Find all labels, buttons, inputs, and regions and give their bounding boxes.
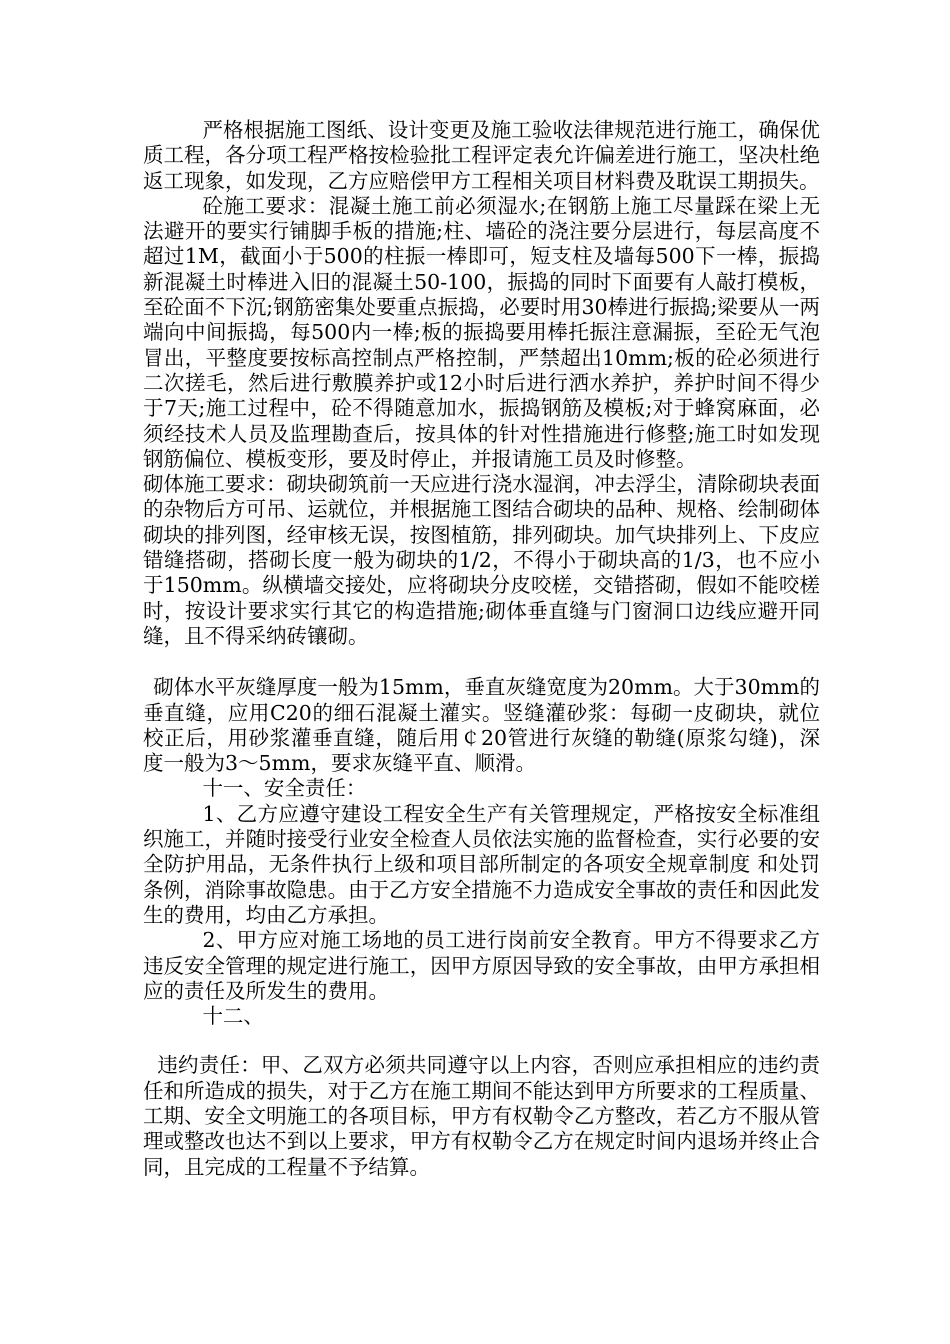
paragraph-masonry-joints: 砌体水平灰缝厚度一般为15mm，垂直灰缝宽度为20mm。大于30mm的垂直缝，应用C20的细石混凝土灌实。竖缝灌砂浆：每砌一皮砌块，就位校正后，用砂浆灌垂直缝，随后用￠20管进行灰缝的勒缝(原浆勾缝)，深度一般为3～5mm，要求灰缝平直、顺滑。 bbox=[143, 675, 820, 776]
heading-safety-responsibility: 十一、安全责任： bbox=[202, 776, 367, 801]
paragraph-safety-party-b: 1、乙方应遵守建设工程安全生产有关管理规定，严格按安全标准组织施工，并随时接受行业安全检查人员依法实施的监督检查，实行必要的安全防护用品，无条件执行上级和项目部所制定的各项安全规章制度 和处罚条例，消除事故隐患。由于乙方安全措施不力造成安全事故的责任和因此发生的费用，均由乙方承担。 bbox=[143, 801, 820, 927]
paragraph-breach-liability: 违约责任：甲、乙双方必须共同遵守以上内容，否则应承担相应的违约责任和所造成的损失，对于乙方在施工期间不能达到甲方所要求的工程质量、工期、安全文明施工的各项目标，甲方有权勒令乙方整改，若乙方不服从管理或整改也达不到以上要求，甲方有权勒令乙方在规定时间内退场并终止合同，且完成的工程量不予结算。 bbox=[143, 1053, 820, 1179]
paragraph-masonry-requirements: 砌体施工要求：砌块砌筑前一天应进行浇水湿润，冲去浮尘，清除砌块表面的杂物后方可吊、运就位，并根据施工图结合砌块的品种、规格、绘制砌体砌块的排列图，经审核无误，按图植筋，排列砌块。加气块排列上、下皮应错缝搭砌，搭砌长度一般为砌块的1/2，不得小于砌块高的1/3，也不应小于150mm。纵横墙交接处，应将砌块分皮咬槎，交错搭砌，假如不能咬槎时，按设计要求实行其它的构造措施;砌体垂直缝与门窗洞口边线应避开同缝，且不得采纳砖镶砌。 bbox=[143, 472, 820, 648]
paragraph-construction-standards: 严格根据施工图纸、设计变更及施工验收法律规范进行施工，确保优质工程，各分项工程严格按检验批工程评定表允许偏差进行施工，坚决杜绝返工现象，如发现，乙方应赔偿甲方工程相关项目材料费及耽误工期损失。 bbox=[143, 118, 820, 193]
document-body bbox=[143, 118, 820, 1180]
paragraph-concrete-requirements: 砼施工要求：混凝土施工前必须湿水;在钢筋上施工尽量踩在梁上无法避开的要实行铺脚手板的措施;柱、墙砼的浇注要分层进行，每层高度不超过1M，截面小于500的柱振一棒即可，短支柱及墙每500下一棒，振捣新混凝土时棒进入旧的混凝土50-100，振捣的同时下面要有人敲打模板，至砼面不下沉;钢筋密集处要重点振捣，必要时用30棒进行振捣;梁要从一两端向中间振捣，每500内一棒;板的振捣要用棒托振注意漏振，至砼无气泡冒出，平整度要按标高控制点严格控制，严禁超出10mm;板的砼必须进行二次搓毛，然后进行敷膜养护或12小时后进行洒水养护，养护时间不得少于7天;施工过程中，砼不得随意加水，振捣钢筋及模板;对于蜂窝麻面，必须经技术人员及监理勘查后，按具体的针对性措施进行修整;施工时如发现钢筋偏位、模板变形，要及时停止，并报请施工员及时修整。 bbox=[143, 193, 820, 471]
paragraph-safety-party-a: 2、甲方应对施工场地的员工进行岗前安全教育。甲方不得要求乙方违反安全管理的规定进行施工，因甲方原因导致的安全事故，由甲方承担相应的责任及所发生的费用。 bbox=[143, 928, 820, 1003]
heading-section-twelve: 十二、 bbox=[202, 1004, 264, 1029]
